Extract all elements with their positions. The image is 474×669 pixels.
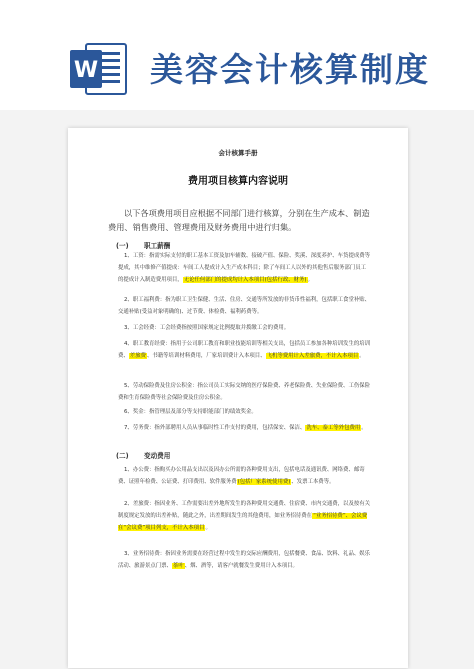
doc-header: 会计核算手册: [218, 149, 258, 157]
paragraph: 1、办公费：指购买办公用品支出以及因办公所需的各种费用支出，包括电话及通讯费、网络费、邮寄费、证照年检费、公证费、打印费用、软件服务费(包括厂家系统使用费)、发票工本费等。: [118, 467, 365, 485]
paragraph: 2、职工福利费：指为职工卫生保健、生活、住房、交通等所发放的非货币性福利，包括职工食堂补贴、交通补贴(受益对象明确的)、过节费、体检费、福利药费等。: [118, 297, 371, 315]
paragraph: 5、劳动保险费及住房公积金：指公司员工实际交纳的医疗保险费、养老保险费、失业保险费、工伤保险费和生育保险费等社会保险费及住房公积金。: [118, 383, 371, 401]
highlight: 无论任何部门的提成均计入本项目(包括行政、财务): [183, 277, 307, 283]
banner-title: 美容会计核算制度: [150, 50, 430, 89]
section-heading: [116, 240, 170, 250]
highlight: (包括厂家系统使用费): [237, 479, 291, 485]
paragraph: 4、职工教育经费：指用于公司职工教育和职业技能培训等相关支出，包括员工参加各种培训发生的培训费、差旅费、书籍等培训材料费用，厂家培训费计入本项目、飞机等费用计入差旅费，不计入本项目。: [118, 341, 371, 359]
highlight: 茶叶: [172, 563, 184, 569]
paragraph: 2、差旅费：指因业务、工作需要出差外地所发生的各种费用交通费、住宿费、市内交通费，以及按有关制度规定发放的出差补贴，随此之外，出差期间发生的其他费用，如业务招待费在“业务招待费”、会议费在“会议费”项目列支，不计入本项目。: [118, 501, 371, 531]
paragraph: 6、奖金：指管理层及部分等支持职能部门的绩效奖金。: [124, 409, 257, 415]
intro-paragraph: 以下各项费用项目应根据不同部门进行核算，分别在生产成本、制造费用、销售费用、管理费用及财务费用中进行归集。: [108, 208, 370, 232]
highlight: 差旅费: [129, 353, 146, 359]
paragraph: 7、劳务费：指外部聘用人员从事临时性工作支付的费用，包括保安、保洁、洗车、泰工等外包费用。: [124, 425, 367, 431]
doc-title: 费用项目核算内容说明: [188, 176, 288, 187]
section-number: (二): [116, 452, 129, 460]
logo-letter: W: [73, 58, 99, 83]
section-label: 职工薪酬: [144, 242, 171, 250]
highlight: 飞机等费用计入差旅费，不计入本项目: [266, 353, 359, 359]
highlight: “业务招待费”、会议费在“会议费”项目列支，不计入本项目: [118, 513, 368, 531]
highlight: 洗车、泰工等外包费用: [306, 425, 361, 431]
section-heading: [116, 450, 170, 460]
document-page: [68, 128, 408, 668]
word-logo-icon: [68, 40, 128, 98]
banner: [0, 0, 474, 110]
section-number: (一): [116, 242, 129, 250]
section-label: 变动费用: [144, 452, 171, 460]
paragraph: 3、工会经费：工会经费指按照国家规定比例提取并拨缴工会的费用。: [124, 325, 290, 331]
paragraph: 1、工资：指需实际支付的职工基本工资及加车辅数、接破产值、保险、奖溪、深度养护、车货提成费等提成，其中维修产值提成：车间工人提成计入生产成本科目；除了车间工人以外的其他售后服务部门员工的提成计入制造费用项目，无论任何部门的提成均计入本项目(包括行政、财务)。: [118, 253, 371, 283]
paragraph: 3、业务招待费：指因业务需要在经营过程中发生的交际应酬费用，包括餐费、食品、饮料、礼品、娱乐活动、旅游景点门票、茶叶、烟、酒等，请客户就餐发生费用计入本项目。: [118, 551, 371, 569]
